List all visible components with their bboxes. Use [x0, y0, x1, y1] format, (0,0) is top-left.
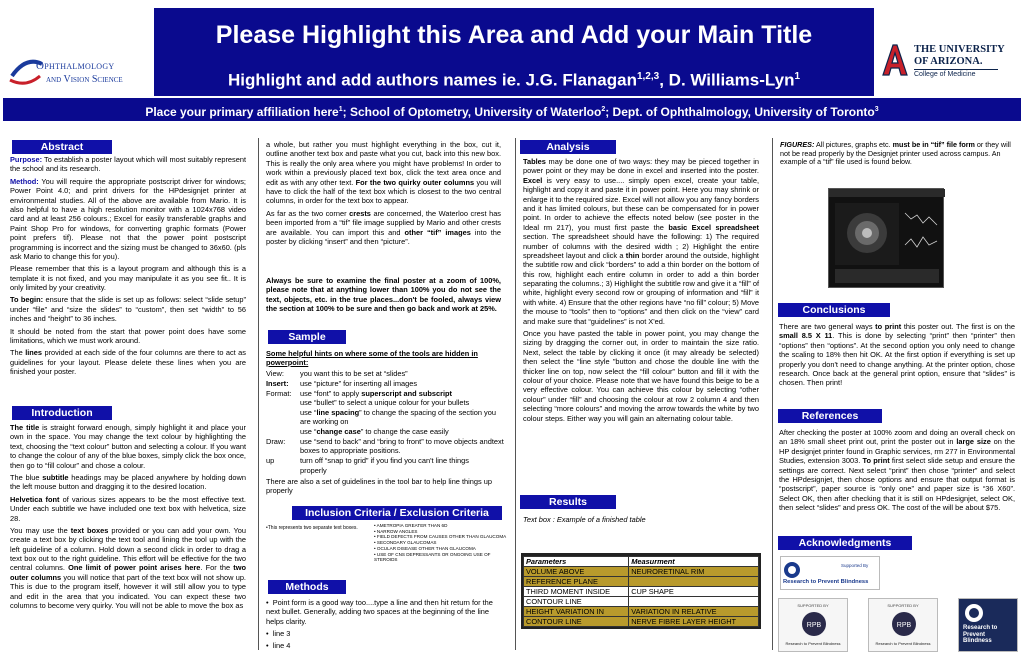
sample-body[interactable]: Some helpful hints on where some of the tools are hidden in powerpoint: View: you want this to be set at “slides” Insert: use “picture” for inserting all images Format: use “font” to apply superscript and subscript use “bullet” to select a unique colour for your bullets use “line spacing” to change the spacing of the section you are working on use “change case” to change the case easily Draw: use “send to back” and “bring to front” to move objects andtext boxes to appropriate positions. up turn off “snap to grid” if you find you can't line things properly There are also a set of guidelines in the tool bar to help line things up properly [266, 350, 506, 496]
sample-row-value: use “change case” to change the case easily [300, 427, 449, 436]
zoom-warning[interactable]: Always be sure to examine the final poster at a zoom of 100%, please note that at anything lower than 100% you do not see the text, objects, etc. in the true places...don't be fooled, always view the section at 100% to be sure and then go back and work at 25%. [266, 276, 501, 314]
logo-right-rule [914, 69, 998, 70]
column-guideline [258, 138, 259, 650]
table-cell: HEIGHT VARIATION IN [524, 607, 629, 617]
sample-row [266, 467, 506, 476]
sample-row [266, 457, 506, 466]
references-body[interactable]: After checking the poster at 100% zoom and doing an overall check on an 18% small sheet print out, print the poster out in large size on the HP designjet printer found in Graphic services, rm 277 in Environmental Studies, extension 3003. To print first select slide setup and ensure the settings are correct. Next select “print” then chose “printer” and select the HPdesignjet, then chose options and ensure that output format is “postscript”, paper source is “only one” and paper size is “36 X60”. Select OK, then after checking that it is still on HPdesignjet, select OK, then select “slides” and press OK. The cost of the will be about $75. [779, 428, 1016, 513]
rpb-logo-main [780, 556, 880, 590]
sample-row-key [266, 399, 300, 408]
list-item: • NARROW ANGLES [374, 528, 418, 534]
sample-row [266, 399, 506, 408]
logo-right-line2: OF ARIZONA. [914, 56, 983, 67]
list-item: • AMETROPIA GREATER THAN 6D [374, 523, 448, 528]
sample-row [266, 380, 506, 389]
sample-row-value: use “picture” for inserting all images [300, 378, 418, 388]
analysis-body[interactable]: Tables may be done one of two ways: they may be pieced together in power point or they may be done in excel and inserted into the poster. Excel is very easy to use.... simply open excel, create your table, highlight and copy it and paste it in power point. Here you may shrink or enlarge it to the required size. Excel will not allow you any fancy borders and it has limited colours, but these can be compensated for in power point. In order to achieve the effects noted below (see poster in the Ideal rm 217), you must first paste the basic Excel spreadsheet section. The spreadsheet should have the following: 1) The required number of columns with the desired width ; 2) Highlight the entire spreadsheet layout and click a thin border around the outside, highlight the subtitle row and click “borders” to add a thin border on the bottom of this row, highlight each entire column in order to add a thin border separating the columns.; 3) Highlight the subtitle row and give it a “fill” of white, highlight every second row or grouping of information and “fill” it with white. 4) Ensure that the other regions have “no fill” colour; 5) Move the mouse to “tools” then to “options” and then click on the “view” card and make sure that “guidelines” is not X'ed. Once you have pasted the table in power point, you may change the sizing by dragging the corner out, in order to maintain the size ratio. Next, select the table by clicking it once (it may already be selected) then select the “line style ”button and chose the double line with the thicker line on top, now select the “fill colour” button and fill it with the colour of your choice. Please note that we have found this beige to be a very effective colour. You can achieve this colour by selecting “other colour” under “fill” and choosing the colour at row 2 column 4 and then selecting “more colours” and moving the arrow towards the white by two colour steps. Either way you will gain an alternating colour table. [523, 157, 759, 423]
table-cell [629, 597, 759, 607]
results-heading[interactable]: Results [520, 495, 616, 509]
sample-row-value: properly [300, 465, 327, 475]
figures-note[interactable]: FIGURES: All pictures, graphs etc. must be in “tif” file form or they will not be read properly by the Designjet printer used across campus. An example of a “tif” file used is found below. [780, 140, 1011, 167]
rpb-seal-icon [783, 561, 801, 579]
logo-line2: and Vision Science [46, 74, 123, 85]
sample-row [266, 409, 506, 427]
sample-heading[interactable]: Sample [268, 330, 346, 344]
col2-continued[interactable]: a whole, but rather you must highlight everything in the box, cut it, outline another text box and paste what you cut, back into this new box. This is really the only area where you might have problems! In order to work within a previously placed text box, click the text area once and edit as with any other text. For the two quirky outer columns you will have to click the half of the text box which is closest to the two central columns, in order for the text box to appear. As far as the two corner crests are concerned, the Waterloo crest has been imported from a “tif” file image supplied by Mario and other crests are available. You can import this and other “tif” images into the poster by clicking “insert” and then “picture”. [266, 140, 502, 246]
table-row [524, 607, 759, 617]
table-row [524, 577, 759, 587]
table-cell: CONTOUR LINE [524, 617, 629, 627]
logo-line1: Ophthalmology [36, 60, 115, 72]
sample-row [266, 428, 506, 437]
inclusion-heading[interactable]: Inclusion Criteria / Exclusion Criteria [292, 506, 502, 520]
table-row [524, 567, 759, 577]
sample-row-key [266, 409, 300, 427]
conclusions-heading[interactable]: Conclusions [778, 303, 890, 317]
rpb-seal-icon [889, 611, 919, 637]
references-heading[interactable]: References [778, 409, 882, 423]
list-item: • SECONDARY GLAUCOMAS [374, 540, 437, 546]
conclusions-body[interactable]: There are two general ways to print this poster out. The first is on the small 8.5 X 11. This is done by selecting “print” then “printer” then “options” then “options”. At the second option you only need to change the scaling to 18% then hit OK. At the first option if everything is set up properly you don't need to change anything. At the printer option, chose research. Once back at the general print option, ensure that “slides” is chosen. Then print! [779, 322, 1015, 388]
sample-row [266, 370, 506, 379]
table-cell: VARIATION IN RELATIVE [629, 607, 759, 617]
sample-row-value: you want this to be set at “slides” [300, 368, 408, 378]
rpb-logo-1: SUPPORTED BY RPB Research to Prevent Blindness [778, 598, 848, 652]
methods-list[interactable] [266, 598, 502, 653]
sample-row-value: turn off “snap to grid” if you find you can't line things [300, 455, 469, 465]
university-logo [880, 42, 1020, 90]
poster-title[interactable]: Please Highlight this Area and Add your Main Title [215, 21, 813, 49]
list-item: • USE OF CNS DEPRESSANTS OR ONGOING USE OF STEROIDS [374, 551, 491, 563]
sample-row-value: use “font” to apply superscript and subscript [300, 388, 452, 398]
list-item[interactable]: • line 4 [266, 641, 291, 650]
table-cell: CONTOUR LINE [524, 597, 629, 607]
results-table[interactable] [521, 553, 761, 629]
ophthalmology-logo [6, 52, 152, 92]
rpb-seal-icon [799, 611, 829, 637]
sample-row-key: Format: [266, 388, 292, 398]
table-row [524, 597, 759, 607]
sample-row-key [266, 467, 300, 476]
table-row [524, 617, 759, 627]
sample-row [266, 390, 506, 399]
arizona-a-icon [880, 42, 910, 78]
sample-row-key: View: [266, 368, 284, 378]
table-header-cell: Parameters [524, 557, 629, 567]
sample-row-key: Insert: [266, 378, 289, 388]
table-cell: VOLUME ABOVE [524, 567, 629, 577]
topography-scan-graphic [829, 189, 945, 289]
table-row [524, 587, 759, 597]
sample-row-key: up [266, 455, 275, 465]
sample-row-key [266, 428, 300, 437]
analysis-heading[interactable]: Analysis [520, 140, 616, 154]
sample-row [266, 438, 506, 456]
table-cell [629, 577, 759, 587]
results-caption: Text box : Example of a finished table [523, 515, 646, 524]
authors-line[interactable]: Highlight and add authors names ie. J.G. Flanagan$^{1,2,3}$, D. Williams-Lyn$^1$ [227, 70, 801, 90]
rpb-logo-3: Research to Prevent Blindness [958, 598, 1018, 652]
rpb-logo-2: SUPPORTED BY RPB Research to Prevent Blindness [868, 598, 938, 652]
table-cell: REFERENCE PLANE [524, 577, 629, 587]
introduction-heading[interactable]: Introduction [12, 406, 112, 420]
affiliation-bar[interactable]: Place your primary affiliation here$^1$; School of Optometry, University of Waterloo$^2$; Dept. of Ophthalmology, University of Toronto$^3$ [3, 98, 1021, 121]
inclusion-note: •This represents two separate text boxes. [266, 525, 358, 531]
column-guideline [515, 138, 516, 650]
sample-row-key: Draw: [266, 436, 286, 446]
exclusion-list [374, 523, 510, 563]
sample-rows [266, 370, 506, 476]
acknowledgments-heading[interactable]: Acknowledgments [778, 536, 912, 550]
logo-right-line1: THE UNIVERSITY [914, 44, 1005, 55]
list-item[interactable]: • Point form is a good way too....type a line and then hit return for the next bullet. Generally, adding two spaces at the beginning of the line helps clarity. [266, 598, 493, 626]
sample-row-value: use “line spacing” to change the spacing of the section you are working on [300, 408, 496, 427]
logo-right-line3: College of Medicine [914, 71, 976, 78]
sample-row-value: use “bullet” to select a unique colour for your bullets [300, 398, 470, 408]
list-item: • FIELD DEFECTS FROM CAUSES OTHER THAN GLAUCOMA [374, 534, 507, 540]
table-header-row [524, 557, 759, 567]
table-cell: NERVE FIBRE LAYER HEIGHT [629, 617, 759, 627]
abstract-heading[interactable]: Abstract [12, 140, 112, 154]
table-cell: NEURORETINAL RIM [629, 567, 759, 577]
abstract-body[interactable]: Purpose: To establish a poster layout which will most suitably represent the school and its research. Method: You will require the appropriate postscript driver for windows; Power Point 4.0; and print drivers for the HPdesignjet printer at environmental studies. All of the above are available from Mario. It is also helpful to have a high resolution monitor with a 1024x768 video card and at least 256 colours.; Excel for easily transferable graphs and Paint Shop Pro for windows, for converting graphic formats (Power point prefers tif). Please not that the power point postscript programming is incorrect and the sizing must be changed to 36x60. (pls ask Mario to change this for you). Please remember that this is a layout program and although this is a template it is not fixed, and you may manipulate it as you see fit.. It is only limited by your creativity. To begin: ensure that the slide is set up as follows: select “slide setup” under “file” and “size the slides” to “custom”, then set “width” to 56 inches and “height” to 36 inches. It should be noted from the start that power point does have some limitations, which we must work around. The lines provided at each side of the four columns are there to act as guidelines for your layout. Please delete these lines when you are finished your poster. [10, 155, 246, 377]
table-header-cell: Measurment [629, 557, 759, 567]
rpb-name: Research to Prevent Blindness [783, 579, 869, 585]
table-cell: CUP SHAPE [629, 587, 759, 597]
rpb-seal-icon [963, 603, 985, 623]
svg-text:RPB: RPB [896, 622, 912, 629]
methods-heading[interactable]: Methods [268, 580, 346, 594]
list-item: • OCULAR DISEASE OTHER THAN GLAUCOMA [374, 545, 476, 551]
sample-row-value: use “send to back” and “bring to front” to move objects andtext boxes to appropriate positions. [300, 436, 504, 455]
example-tif-image [828, 188, 944, 288]
rpb-supported-label: Supported By [841, 563, 869, 568]
table-cell: THIRD MOMENT INSIDE [524, 587, 629, 597]
introduction-body[interactable]: The title is straight forward enough, simply highlight it and place your own in the space. You may change the text colour by highlighting the text, choosing the “text colour” button and selecting a colour. If you want to change the colour of any of the blue boxes, simply click the box once, then go to “fill colour” and chose a colour. The blue subtitle headings may be placed anywhere by holding down the left mouse button and dragging it to the desired location. Helvetica font of various sizes appears to be the most effective text. Under each subtitle we have included one text box with helvetica, size 28. You may use the text boxes provided or you can add your own. You create a text box by clicking the text tool and lining the tool up with the left guideline of a column. Hold down a second click in order to drag a text box out to the right guideline. This effort will be effective for the two central columns. One limit of power point arises here. For the two outer columns you will notice that part of the text box will not show up. This is due to the program itself, however it will still allow you to type and edit in the area that you indicated. You can expect these two columns to become very quirky. You will not be able to move the box as [10, 423, 246, 611]
column-guideline [772, 138, 773, 650]
svg-text:RPB: RPB [806, 622, 822, 629]
list-item[interactable]: • line 3 [266, 628, 291, 638]
